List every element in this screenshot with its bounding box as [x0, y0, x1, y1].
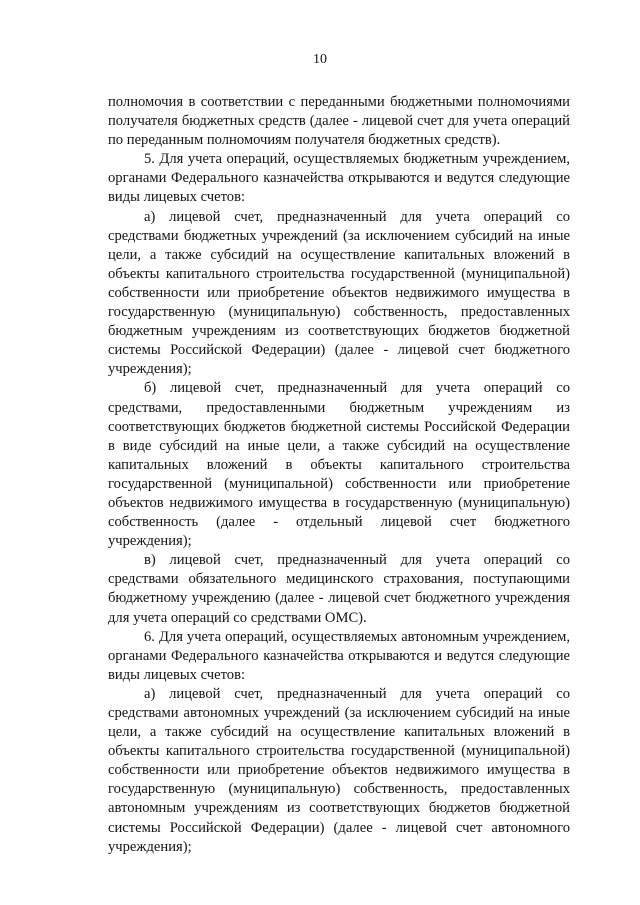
paragraph-continuation: полномочия в соответствии с переданными бюджетными полномочиями получателя бюджетных средств (далее - лицевой счет для учета операций по переданным полномочиям получателя бюджетных средств). — [108, 94, 570, 149]
document-body — [108, 93, 570, 857]
paragraph-item-6a: а) лицевой счет, предназначенный для учета операций со средствами автономных учреждений (за исключением субсидий на иные цели, а также субсидий на осуществление капитальных вложений в объекты капитального строительства государственной (муниципальной) собственности или приобретение объектов недвижимого имущества в государственную (муниципальную) собственность, предоставленных автономным учреждениям из соответствующих бюджетов бюджетной системы Российской Федерации) (далее - лицевой счет автономного учреждения); — [108, 685, 570, 855]
page-number: 10 — [313, 52, 327, 67]
paragraph-item-5v: в) лицевой счет, предназначенный для учета операций со средствами обязательного медицинского страхования, поступающими бюджетному учреждению (далее - лицевой счет бюджетного учреждения для учета операций со средствами ОМС). — [108, 552, 570, 626]
paragraph-item-5: 5. Для учета операций, осуществляемых бюджетным учреждением, органами Федерального казначейства открываются и ведутся следующие виды лицевых счетов: — [108, 151, 570, 206]
paragraph-item-5b: б) лицевой счет, предназначенный для учета операций со средствами, предоставленными бюджетным учреждениям из соответствующих бюджетов бюджетной системы Российской Федерации в виде субсидий на иные цели, а также субсидий на осуществление капитальных вложений в объекты капитального строительства государственной (муниципальной) собственности или приобретение объектов недвижимого имущества в государственную (муниципальную) собственность (далее - отдельный лицевой счет бюджетного учреждения); — [108, 380, 570, 550]
paragraph-item-6: 6. Для учета операций, осуществляемых автономным учреждением, органами Федерального казначейства открываются и ведутся следующие виды лицевых счетов: — [108, 628, 570, 683]
paragraph-item-5a: а) лицевой счет, предназначенный для учета операций со средствами бюджетных учреждений (за исключением субсидий на иные цели, а также субсидий на осуществление капитальных вложений в объекты капитального строительства государственной (муниципальной) собственности или приобретение объектов недвижимого имущества в государственную (муниципальную) собственность, предоставленных бюджетным учреждениям из соответствующих бюджетов бюджетной системы Российской Федерации) (далее - лицевой счет бюджетного учреждения); — [108, 208, 570, 378]
